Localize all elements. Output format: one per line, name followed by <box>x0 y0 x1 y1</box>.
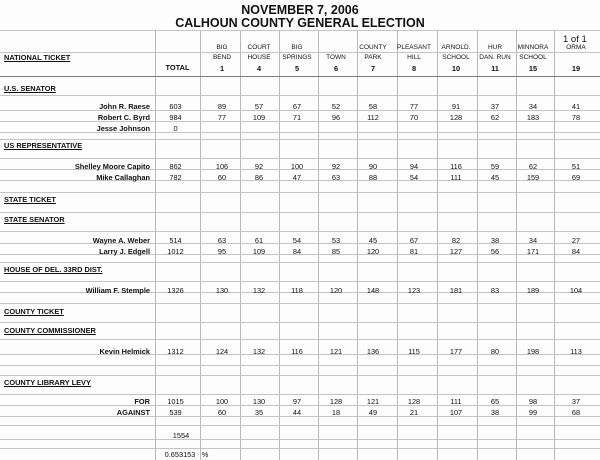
precinct-votes-cell: 67 <box>409 236 419 245</box>
precinct-votes-cell: 86 <box>254 173 264 182</box>
grid-row-line <box>0 281 600 282</box>
grid-row-line <box>0 158 600 159</box>
precinct-votes-cell: 136 <box>366 347 380 356</box>
precinct-votes-cell: 83 <box>490 286 500 295</box>
precinct-votes-cell: 109 <box>252 113 266 122</box>
precinct-votes-cell: 89 <box>217 102 227 111</box>
precinct-votes-cell: 85 <box>331 247 341 256</box>
page-indicator: 1 of 1 <box>563 34 587 45</box>
precinct-votes-cell: 111 <box>450 397 462 406</box>
precinct-votes-cell: 96 <box>331 113 341 122</box>
precinct-number: 6 <box>333 64 339 73</box>
precinct-votes-cell: 104 <box>569 286 583 295</box>
grid-row-line <box>0 95 600 96</box>
precinct-votes-cell: 132 <box>252 286 266 295</box>
precinct-number: 4 <box>256 64 262 73</box>
precinct-votes-cell: 97 <box>292 397 302 406</box>
precinct-votes-cell: 148 <box>366 286 380 295</box>
precinct-votes-cell: 44 <box>292 408 302 417</box>
precinct-header-line2: TOWN <box>326 54 346 61</box>
levy-ratio-unit: % <box>201 450 209 459</box>
grid-row-line <box>0 262 600 263</box>
precinct-header-line1: HUR <box>487 44 503 51</box>
precinct-votes-cell: 128 <box>407 397 421 406</box>
precinct-votes-cell: 91 <box>451 102 461 111</box>
precinct-votes-cell: 112 <box>367 113 379 122</box>
precinct-header-line2: DAN. RUN <box>479 54 511 61</box>
precinct-votes-cell: 35 <box>254 408 264 417</box>
section-national-ticket: NATIONAL TICKET <box>4 53 71 62</box>
precinct-header-line2: BEND <box>212 54 232 61</box>
precinct-header-line1: COURT <box>247 44 271 51</box>
grid-row-line <box>0 339 600 340</box>
precinct-header-line1: MINNORA <box>517 44 549 51</box>
candidate-name: William F. Stemple <box>85 286 150 295</box>
precinct-votes-cell: 71 <box>292 113 302 122</box>
precinct-header-line1: ORMA <box>566 44 586 51</box>
grid-row-line <box>0 365 600 366</box>
grid-row-line <box>0 132 600 133</box>
precinct-votes-cell: 68 <box>571 408 581 417</box>
precinct-number: 1 <box>219 64 225 73</box>
precinct-votes-cell: 77 <box>409 102 419 111</box>
precinct-votes-cell: 121 <box>329 347 343 356</box>
precinct-votes-cell: 49 <box>368 408 378 417</box>
precinct-votes-cell: 69 <box>571 173 581 182</box>
grid-row-line <box>0 439 600 440</box>
precinct-votes-cell: 111 <box>450 173 462 182</box>
precinct-votes-cell: 51 <box>571 162 581 171</box>
precinct-votes-cell: 45 <box>368 236 378 245</box>
precinct-votes-cell: 124 <box>215 347 229 356</box>
precinct-votes-cell: 100 <box>290 162 304 171</box>
precinct-votes-cell: 34 <box>528 236 538 245</box>
precinct-header-line2: HOUSE <box>247 54 271 61</box>
precinct-votes-cell: 62 <box>490 113 500 122</box>
precinct-votes-cell: 177 <box>449 347 463 356</box>
total-votes-cell: 1312 <box>167 347 184 356</box>
section-state-senator: STATE SENATOR <box>4 215 65 224</box>
candidate-name: Larry J. Edgell <box>99 247 150 256</box>
precinct-votes-cell: 130 <box>252 397 266 406</box>
total-votes-cell: 0 <box>173 124 178 133</box>
section-county-commissioner: COUNTY COMMISSIONER <box>4 326 96 335</box>
precinct-votes-cell: 123 <box>407 286 421 295</box>
precinct-votes-cell: 45 <box>490 173 500 182</box>
precinct-votes-cell: 65 <box>490 397 500 406</box>
precinct-votes-cell: 92 <box>254 162 264 171</box>
precinct-votes-cell: 128 <box>329 397 343 406</box>
precinct-votes-cell: 106 <box>215 162 229 171</box>
precinct-votes-cell: 60 <box>217 173 227 182</box>
total-column-header: TOTAL <box>165 63 190 72</box>
precinct-votes-cell: 183 <box>526 113 540 122</box>
candidate-name: Kevin Helmick <box>99 347 150 356</box>
precinct-number: 10 <box>451 64 461 73</box>
precinct-votes-cell: 77 <box>217 113 227 122</box>
precinct-votes-cell: 159 <box>526 173 540 182</box>
precinct-votes-cell: 84 <box>571 247 581 256</box>
precinct-votes-cell: 189 <box>526 286 540 295</box>
precinct-votes-cell: 34 <box>528 102 538 111</box>
precinct-number: 15 <box>528 64 538 73</box>
precinct-votes-cell: 98 <box>528 397 538 406</box>
candidate-name: Shelley Moore Capito <box>74 162 150 171</box>
grid-row-line <box>0 52 600 53</box>
grid-row-line <box>0 448 600 449</box>
precinct-header-line2: SCHOOL <box>442 54 470 61</box>
grid-row-line <box>0 425 600 426</box>
precinct-votes-cell: 21 <box>409 408 419 417</box>
precinct-votes-cell: 56 <box>490 247 500 256</box>
candidate-name: Mike Callaghan <box>96 173 150 182</box>
precinct-votes-cell: 116 <box>291 347 303 356</box>
precinct-votes-cell: 38 <box>490 408 500 417</box>
precinct-number: 7 <box>370 64 376 73</box>
grid-row-line <box>0 139 600 140</box>
precinct-number: 8 <box>411 64 417 73</box>
report-date: NOVEMBER 7, 2006 <box>241 3 359 17</box>
grid-row-line <box>0 322 600 323</box>
precinct-header-line1: PLEASANT <box>397 44 431 51</box>
precinct-votes-cell: 120 <box>329 286 343 295</box>
candidate-name: John R. Raese <box>99 102 150 111</box>
precinct-votes-cell: 115 <box>408 347 420 356</box>
precinct-votes-cell: 100 <box>215 397 229 406</box>
precinct-votes-cell: 38 <box>490 236 500 245</box>
precinct-votes-cell: 84 <box>292 247 302 256</box>
precinct-number: 11 <box>491 64 499 73</box>
section-us-senator: U.S. SENATOR <box>4 84 56 93</box>
precinct-header-line1: ARNOLD. <box>441 44 471 51</box>
grid-row-line <box>0 212 600 213</box>
total-votes-cell: 862 <box>169 162 182 171</box>
precinct-votes-cell: 113 <box>570 347 582 356</box>
precinct-votes-cell: 81 <box>409 247 419 256</box>
precinct-votes-cell: 37 <box>571 397 581 406</box>
total-votes-cell: 603 <box>169 102 182 111</box>
total-votes-cell: 782 <box>169 173 182 182</box>
section-house-of-delegates: HOUSE OF DEL. 33RD DIST. <box>4 265 103 274</box>
candidate-name: FOR <box>134 397 150 406</box>
total-votes-cell: 539 <box>169 408 182 417</box>
precinct-votes-cell: 37 <box>490 102 500 111</box>
precinct-votes-cell: 60 <box>217 408 227 417</box>
precinct-votes-cell: 107 <box>449 408 463 417</box>
precinct-votes-cell: 47 <box>292 173 302 182</box>
total-votes-cell: 514 <box>169 236 182 245</box>
precinct-votes-cell: 52 <box>331 102 341 111</box>
precinct-votes-cell: 121 <box>366 397 380 406</box>
precinct-votes-cell: 41 <box>571 102 581 111</box>
candidate-name: Wayne A. Weber <box>92 236 150 245</box>
candidate-name: Robert C. Byrd <box>97 113 150 122</box>
precinct-votes-cell: 18 <box>331 408 341 417</box>
precinct-votes-cell: 92 <box>331 162 341 171</box>
precinct-votes-cell: 128 <box>449 113 463 122</box>
precinct-votes-cell: 109 <box>252 247 266 256</box>
precinct-votes-cell: 120 <box>366 247 380 256</box>
precinct-votes-cell: 54 <box>292 236 302 245</box>
precinct-header-line2: PARK <box>364 54 382 61</box>
precinct-votes-cell: 63 <box>217 236 227 245</box>
precinct-votes-cell: 63 <box>331 173 341 182</box>
precinct-votes-cell: 67 <box>292 102 302 111</box>
precinct-votes-cell: 57 <box>254 102 264 111</box>
precinct-votes-cell: 90 <box>368 162 378 171</box>
precinct-votes-cell: 94 <box>409 162 419 171</box>
precinct-votes-cell: 116 <box>450 162 462 171</box>
precinct-header-line2: SCHOOL <box>519 54 547 61</box>
precinct-number: 19 <box>571 64 581 73</box>
section-us-representative: US REPRESENTATIVE <box>4 141 83 150</box>
precinct-header-line2: HILL <box>407 54 421 61</box>
precinct-votes-cell: 95 <box>217 247 227 256</box>
precinct-header-line2: SPRINGS <box>282 54 312 61</box>
grid-row-line <box>0 76 600 77</box>
candidate-name: Jesse Johnson <box>96 124 150 133</box>
precinct-votes-cell: 99 <box>528 408 538 417</box>
precinct-votes-cell: 171 <box>526 247 540 256</box>
precinct-votes-cell: 58 <box>368 102 378 111</box>
precinct-votes-cell: 78 <box>571 113 581 122</box>
precinct-votes-cell: 132 <box>252 347 266 356</box>
section-county-ticket: COUNTY TICKET <box>4 307 64 316</box>
precinct-number: 5 <box>294 64 300 73</box>
report-title: CALHOUN COUNTY GENERAL ELECTION <box>175 16 425 30</box>
precinct-header-line1: BIG <box>291 44 303 51</box>
precinct-votes-cell: 127 <box>449 247 463 256</box>
precinct-votes-cell: 82 <box>451 236 461 245</box>
section-county-library-levy: COUNTY LIBRARY LEVY <box>4 378 91 387</box>
grid-row-line <box>0 30 600 31</box>
precinct-votes-cell: 70 <box>409 113 419 122</box>
precinct-votes-cell: 88 <box>368 173 378 182</box>
precinct-header-line1: BIG <box>216 44 228 51</box>
precinct-votes-cell: 53 <box>331 236 341 245</box>
grid-row-line <box>0 192 600 193</box>
grid-row-line <box>0 303 600 304</box>
levy-total-votes: 1554 <box>172 431 190 440</box>
levy-ratio: 0.653153 <box>164 450 196 459</box>
precinct-votes-cell: 27 <box>571 236 581 245</box>
total-votes-cell: 1326 <box>167 286 184 295</box>
precinct-votes-cell: 62 <box>528 162 538 171</box>
grid-row-line <box>0 231 600 232</box>
precinct-votes-cell: 61 <box>254 236 264 245</box>
grid-row-line <box>0 394 600 395</box>
candidate-name: AGAINST <box>116 408 150 417</box>
total-votes-cell: 1015 <box>167 397 184 406</box>
precinct-votes-cell: 198 <box>526 347 540 356</box>
precinct-votes-cell: 54 <box>409 173 419 182</box>
precinct-votes-cell: 181 <box>449 286 463 295</box>
total-votes-cell: 984 <box>169 113 182 122</box>
precinct-votes-cell: 130 <box>215 286 229 295</box>
precinct-votes-cell: 59 <box>490 162 500 171</box>
precinct-votes-cell: 118 <box>291 286 303 295</box>
precinct-votes-cell: 80 <box>490 347 500 356</box>
section-state-ticket: STATE TICKET <box>4 195 56 204</box>
total-votes-cell: 1012 <box>167 247 184 256</box>
grid-row-line <box>0 375 600 376</box>
precinct-header-line1: COUNTY <box>359 44 387 51</box>
